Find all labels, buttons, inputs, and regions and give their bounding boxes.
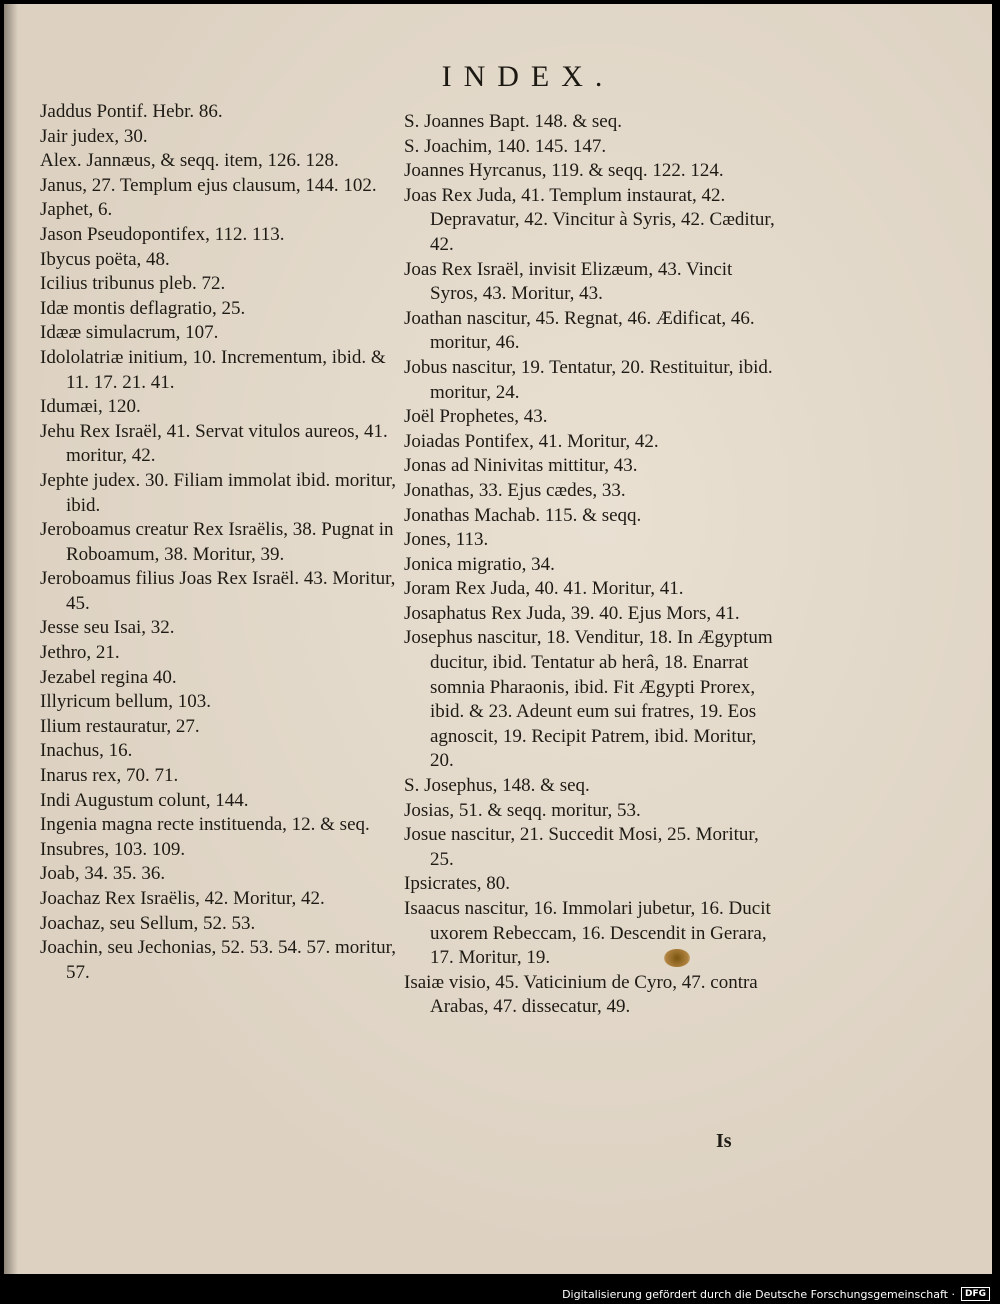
index-entry: Alex. Jannæus, & seqq. item, 126. 128. (40, 150, 339, 172)
index-entry: Joas Rex Israël, invisit Elizæum, 43. Vincit Syros, 43. Moritur, 43. (404, 258, 733, 305)
index-entry: Jobus nascitur, 19. Tentatur, 20. Restituitur, ibid. moritur, 24. (404, 356, 773, 403)
index-entry: Ibycus poëta, 48. (40, 248, 170, 270)
index-entry: Joachaz, seu Sellum, 52. 53. (40, 912, 256, 934)
index-entry: Joas Rex Juda, 41. Templum instaurat, 42. Depravatur, 42. Vincitur à Syris, 42. Cæditur, 42. (404, 184, 775, 255)
index-entry: Jonas ad Ninivitas mittitur, 43. (404, 455, 638, 477)
index-entry: Janus, 27. Templum ejus clausum, 144. 102. (40, 174, 377, 196)
index-entry: Jephte judex. 30. Filiam immolat ibid. moritur, ibid. (40, 469, 396, 516)
dfg-logo: DFG (961, 1287, 990, 1301)
index-entry: Idææ simulacrum, 107. (40, 322, 219, 344)
index-entry: Idumæi, 120. (40, 396, 141, 418)
index-entry: Jonica migratio, 34. (404, 553, 555, 575)
index-entry: Icilius tribunus pleb. 72. (40, 273, 226, 295)
index-column-left (40, 100, 402, 985)
index-entry: Joiadas Pontifex, 41. Moritur, 42. (404, 430, 659, 452)
index-entry: Ingenia magna recte instituenda, 12. & seq. (40, 814, 370, 836)
index-entry: S. Joannes Bapt. 148. & seq. (404, 111, 622, 132)
index-entry: Jethro, 21. (40, 642, 120, 664)
funding-notice: Digitalisierung gefördert durch die Deutsche Forschungsgemeinschaft · (562, 1287, 955, 1301)
index-entry: Insubres, 103. 109. (40, 838, 186, 860)
index-entry: Josephus nascitur, 18. Venditur, 18. In Ægyptum ducitur, ibid. Tentatur ab herâ, 18. Enarrat somnia Pharaonis, ibid. Fit Ægypti Prorex, ibid. & 23. Adeunt eum sui fratres, 19. Eos agnoscit, 19. Recipit Patrem, ibid. Moritur, 20. (404, 627, 773, 772)
index-entry: Isaiæ visio, 45. Vaticinium de Cyro, 47. contra Arabas, 47. dissecatur, 49. (404, 971, 758, 1018)
index-entry: Inarus rex, 70. 71. (40, 765, 179, 787)
index-column-right (404, 110, 780, 1020)
index-entry: Jason Pseudopontifex, 112. 113. (40, 223, 285, 245)
index-entry: S. Joachim, 140. 145. 147. (404, 135, 607, 157)
index-entry: Jeroboamus filius Joas Rex Israël. 43. Moritur, 45. (40, 568, 396, 614)
index-entry: Joachin, seu Jechonias, 52. 53. 54. 57. moritur, 57. (40, 937, 396, 983)
index-entry: Josaphatus Rex Juda, 39. 40. Ejus Mors, 41. (404, 602, 740, 624)
index-entry: S. Josephus, 148. & seq. (404, 775, 590, 797)
index-entry: Ipsicrates, 80. (404, 873, 511, 895)
index-entry: Jaddus Pontif. Hebr. 86. (40, 101, 223, 122)
gutter-shadow (4, 4, 18, 1274)
index-entry: Joab, 34. 35. 36. (40, 863, 166, 885)
index-entry: Jair judex, 30. (40, 125, 148, 147)
index-entry: Joram Rex Juda, 40. 41. Moritur, 41. (404, 578, 684, 600)
index-entry: Indi Augustum colunt, 144. (40, 789, 249, 811)
index-entry: Jones, 113. (404, 529, 489, 551)
index-entry: Idæ montis deflagratio, 25. (40, 297, 246, 319)
index-entry: Jezabel regina 40. (40, 666, 177, 688)
page-header: INDEX. (441, 60, 615, 93)
index-entry: Jehu Rex Israël, 41. Servat vitulos aureos, 41. moritur, 42. (40, 420, 388, 467)
index-entry: Joathan nascitur, 45. Regnat, 46. Ædificat, 46. moritur, 46. (404, 307, 755, 354)
catchword: Is (716, 1130, 732, 1152)
index-entry: Jeroboamus creatur Rex Israëlis, 38. Pugnat in Roboamum, 38. Moritur, 39. (40, 519, 394, 565)
footer-bar (0, 1284, 990, 1304)
index-entry: Isaacus nascitur, 16. Immolari jubetur, 16. Ducit uxorem Rebeccam, 16. Descendit in Gerara, 17. Moritur, 19. (404, 898, 771, 969)
index-entry: Jesse seu Isai, 32. (40, 617, 175, 639)
index-entry: Inachus, 16. (40, 740, 133, 762)
book-page (4, 4, 992, 1274)
index-entry: Ilium restauratur, 27. (40, 715, 200, 737)
ink-stain (664, 949, 690, 967)
index-entry: Illyricum bellum, 103. (40, 691, 211, 713)
index-entry: Josue nascitur, 21. Succedit Mosi, 25. Moritur, 25. (404, 824, 759, 870)
index-entry: Josias, 51. & seqq. moritur, 53. (404, 799, 641, 821)
index-entry: Jonathas, 33. Ejus cædes, 33. (404, 479, 626, 501)
index-entry: Japhet, 6. (40, 199, 113, 221)
index-entry: Idololatriæ initium, 10. Incrementum, ibid. & 11. 17. 21. 41. (40, 346, 386, 393)
index-entry: Joannes Hyrcanus, 119. & seqq. 122. 124. (404, 160, 724, 182)
index-entry: Joël Prophetes, 43. (404, 406, 548, 428)
index-entry: Joachaz Rex Israëlis, 42. Moritur, 42. (40, 888, 325, 909)
index-entry: Jonathas Machab. 115. & seqq. (404, 504, 642, 526)
